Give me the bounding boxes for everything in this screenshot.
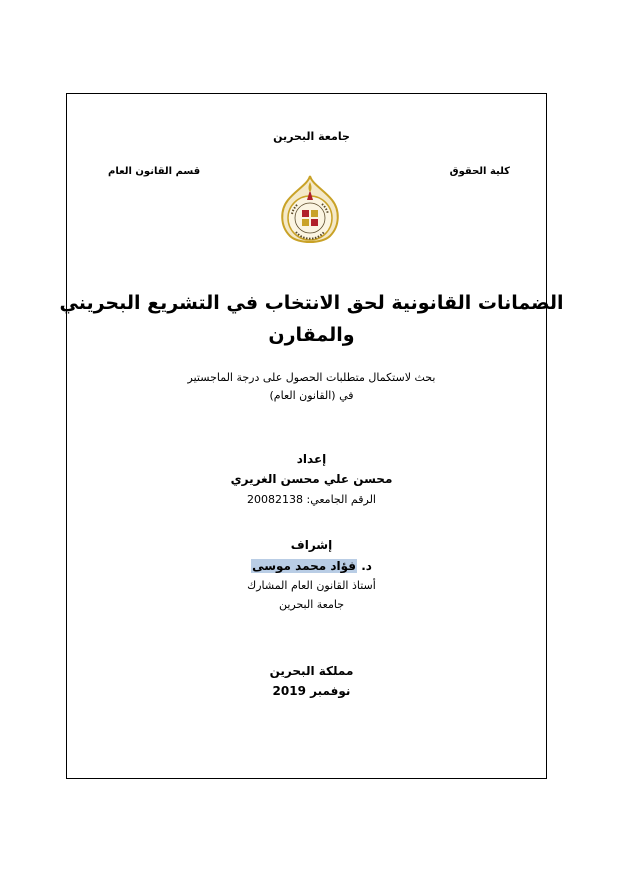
kingdom-name: مملكة البحرين <box>269 664 354 678</box>
student-id: الرقم الجامعي: 20082138 <box>247 493 376 506</box>
supervisor-line <box>0 559 623 573</box>
supervisor-name: فؤاد محمد موسى <box>252 559 357 573</box>
thesis-title-line-1: الضمانات القانونية لحق الانتخاب في التشريع البحريني <box>59 292 564 314</box>
university-of-bahrain-seal-icon <box>278 174 342 246</box>
thesis-purpose-line-2: في (القانون العام) <box>269 389 354 402</box>
prepared-by-label: إعداد <box>296 452 327 466</box>
supervisor-university: جامعة البحرين <box>278 598 345 611</box>
supervisor-title: أستاذ القانون العام المشارك <box>247 579 376 592</box>
submission-date: نوفمبر 2019 <box>272 684 351 698</box>
department-name: قسم القانون العام <box>108 166 201 177</box>
supervisor-prefix: د. <box>357 559 372 573</box>
university-name: جامعة البحرين <box>273 130 350 143</box>
supervision-label: إشراف <box>290 538 333 552</box>
thesis-title-line-2: والمقارن <box>268 324 355 346</box>
faculty-name: كلية الحقوق <box>449 166 510 177</box>
author-name: محسن علي محسن الغريري <box>230 472 393 486</box>
thesis-purpose-line-1: بحث لاستكمال متطلبات الحصول على درجة الماجستير <box>187 371 436 384</box>
